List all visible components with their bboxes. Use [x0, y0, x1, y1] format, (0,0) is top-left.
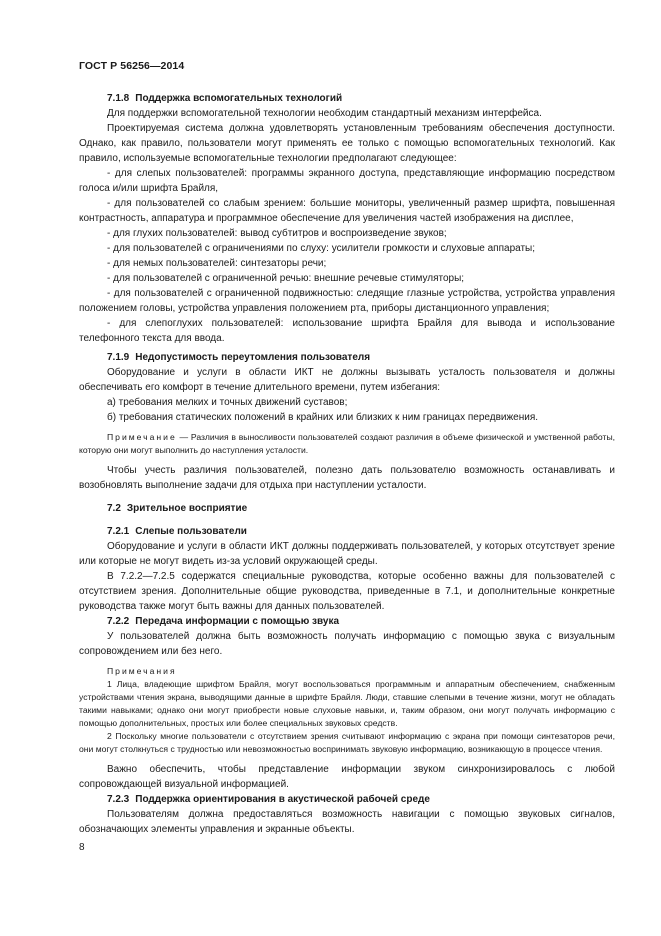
paragraph: Оборудование и услуги в области ИКТ должны поддерживать пользователей, у которых отсутствует зрение или которые не могут видеть из-за условий окружающей среды.: [79, 541, 615, 567]
list-item: - для пользователей с ограничениями по слуху: усилители громкости и слуховые аппараты;: [107, 243, 536, 254]
section-title: Поддержка ориентирования в акустической рабочей среде: [135, 794, 430, 805]
section-heading-7-2-3: [79, 792, 615, 807]
list-item: - для пользователей со слабым зрением: большие мониторы, увеличенный размер шрифта, повышенная контрастность, аппаратура и программное обеспечение для увеличения частей изображения на дисплее,: [79, 198, 615, 224]
note: [79, 431, 615, 457]
section-heading-7-2-1: [79, 524, 615, 539]
paragraph: Важно обеспечить, чтобы представление информации звуком синхронизировалось с любой сопровождающей визуальной информацией.: [79, 764, 615, 790]
list-item: - для пользователей с ограниченной подвижностью: следящие глазные устройства, устройства управления положением головы, устройства управления положением рта, приборы дистанционного управления;: [79, 288, 615, 314]
list-item: - для слепоглухих пользователей: использование шрифта Брайля для вывода и использование телефонного текста для ввода.: [79, 318, 615, 344]
section-number: 7.2.3: [107, 794, 130, 805]
document-body: [79, 91, 615, 837]
note-label: Примечание: [107, 432, 177, 442]
section-heading-7-1-8: [79, 91, 615, 106]
note-2: 2 Поскольку многие пользователи с отсутствием зрения считывают информацию с экрана при помощи синтезаторов речи, они могут столкнуться с трудностью или невозможностью воспринимать звуковую информацию, возникающую в процессе чтения.: [79, 731, 615, 754]
paragraph: У пользователей должна быть возможность получать информацию с помощью звука с визуальным сопровождением или без него.: [79, 631, 615, 657]
section-title: Зрительное восприятие: [126, 503, 248, 514]
note-1: 1 Лица, владеющие шрифтом Брайля, могут воспользоваться программным и аппаратным обеспечением, снабженным устройствами чтения экрана, выводящими данные в шрифте Брайля. Люди, ставшие слепыми в течение жизни, могут не обладать такими навыками; однако они могут приобрести новые слуховые навыки, и, таким образом, они могут получать информацию с помощью дополнительных, простых или более специальных звуковых средств.: [79, 679, 615, 728]
list-item: - для пользователей с ограниченной речью: внешние речевые стимуляторы;: [107, 273, 465, 284]
paragraph: Для поддержки вспомогательной технологии необходим стандартный механизм интерфейса.: [107, 108, 542, 119]
list-item: - для глухих пользователей: вывод субтитров и воспроизведение звуков;: [107, 228, 447, 239]
section-number: 7.1.9: [107, 352, 130, 363]
section-title: Передача информации с помощью звука: [135, 616, 340, 627]
paragraph: В 7.2.2—7.2.5 содержатся специальные руководства, которые особенно важны для пользователей с отсутствием зрения. Дополнительные общие руководства, приведенные в 7.1, и дополнительные конкретные руководства также могут быть важны для данных пользователей.: [79, 571, 615, 612]
page-number: 8: [79, 842, 85, 853]
section-heading-7-1-9: [79, 350, 615, 365]
notes-label: Примечания: [107, 666, 177, 676]
section-number: 7.2.1: [107, 526, 130, 537]
section-heading-7-2: [79, 501, 615, 516]
note-text: — Различия в выносливости пользователей создают различия в объеме физической и умственной работы, которую они могут выполнить до наступления усталости.: [79, 432, 616, 455]
paragraph: Оборудование и услуги в области ИКТ не должны вызывать усталость пользователя и должны обеспечивать его комфорт в течение длительного времени, путем избегания:: [79, 367, 615, 393]
paragraph: Чтобы учесть различия пользователей, полезно дать пользователю возможность останавливать и возобновлять выполнение задачи для отдыха при наступлении усталости.: [79, 465, 615, 491]
list-item: - для немых пользователей: синтезаторы речи;: [107, 258, 327, 269]
standard-header: ГОСТ Р 56256—2014: [79, 60, 185, 72]
list-item: б) требования статических положений в крайних или близких к ним границах передвижения.: [107, 412, 539, 423]
section-title: Поддержка вспомогательных технологий: [135, 93, 343, 104]
paragraph: Пользователям должна предоставляться возможность навигации с помощью звуковых сигналов, обозначающих элементы управления и экранные объекты.: [79, 809, 615, 835]
section-number: 7.2: [107, 503, 121, 514]
section-number: 7.1.8: [107, 93, 130, 104]
list-item: - для слепых пользователей: программы экранного доступа, представляющие информацию посредством голоса и/или шрифта Брайля,: [79, 168, 615, 194]
paragraph: Проектируемая система должна удовлетворять установленным требованиям обеспечения доступности. Однако, как правило, пользователи могут применять ее только с помощью вспомогательных технологий. Как правило, используемые вспомогательные технологии предполагают следующее:: [79, 123, 615, 164]
section-title: Недопустимость переутомления пользователя: [135, 352, 371, 363]
list-item: а) требования мелких и точных движений суставов;: [107, 397, 348, 408]
section-heading-7-2-2: [79, 614, 615, 629]
section-number: 7.2.2: [107, 616, 130, 627]
section-title: Слепые пользователи: [135, 526, 247, 537]
